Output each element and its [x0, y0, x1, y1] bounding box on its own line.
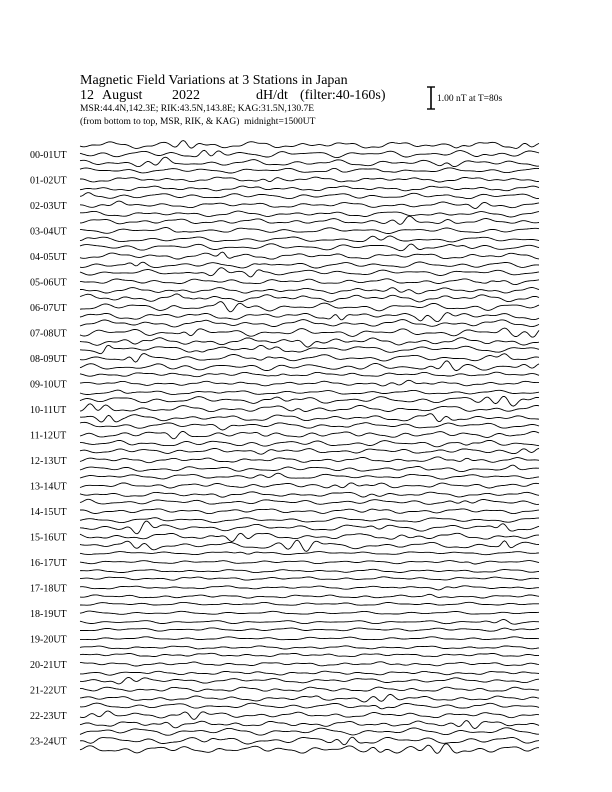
trace-msr: [80, 414, 539, 422]
hour-label: 09-10UT: [30, 379, 67, 391]
trace-rik: [80, 737, 539, 745]
trace-kag: [80, 653, 539, 656]
trace-rik: [80, 302, 539, 312]
midnight-text: midnight=1500UT: [244, 117, 316, 127]
trace-rik: [80, 252, 539, 259]
scale-bar: [427, 87, 435, 109]
hour-label: 23-24UT: [30, 736, 67, 748]
date-year: 2022: [172, 88, 200, 103]
trace-kag: [80, 294, 539, 302]
trace-rik: [80, 457, 539, 463]
filter-label: (filter:40-160s): [300, 88, 386, 103]
hour-label: 08-09UT: [30, 354, 67, 365]
hour-label: 10-11UT: [30, 405, 67, 416]
trace-rik: [80, 533, 539, 541]
hour-label: 06-07UT: [30, 303, 67, 314]
trace-msr: [80, 186, 539, 191]
trace-kag: [80, 703, 539, 709]
hour-label: 19-20UT: [30, 634, 67, 646]
trace-rik: [80, 228, 539, 234]
hour-label: 04-05UT: [30, 252, 67, 263]
hour-label: 20-21UT: [30, 660, 67, 671]
hour-label: 14-15UT: [30, 507, 67, 518]
trace-rik: [80, 509, 539, 514]
hour-label: 15-16UT: [30, 532, 67, 544]
trace-msr: [80, 361, 539, 371]
trace-rik: [80, 662, 539, 666]
hour-label: 11-12UT: [30, 430, 67, 442]
trace-kag: [80, 268, 539, 277]
trace-kag: [80, 193, 539, 199]
hour-label: 03-04UT: [30, 226, 67, 238]
trace-msr: [80, 569, 539, 572]
trace-rik: [80, 354, 539, 363]
trace-kag: [80, 244, 539, 251]
trace-msr: [80, 262, 539, 268]
trace-kag: [80, 422, 539, 430]
trace-rik: [80, 711, 539, 719]
trace-msr: [80, 465, 539, 471]
trace-rik: [80, 404, 539, 412]
hour-label: 01-02UT: [30, 175, 67, 187]
scale-label: 1.00 nT at T=80s: [437, 94, 503, 104]
trace-kag: [80, 448, 539, 454]
trace-rik: [80, 328, 539, 337]
trace-rik: [80, 177, 539, 182]
quantity-label: dH/dt: [256, 88, 288, 103]
trace-kag: [80, 216, 539, 224]
trace-kag: [80, 521, 539, 534]
trace-msr: [80, 744, 539, 754]
trace-msr: [80, 492, 539, 497]
trace-msr: [80, 236, 539, 242]
date-day: 12: [80, 88, 94, 103]
trace-msr: [80, 518, 539, 523]
trace-rik: [80, 380, 539, 386]
hour-label: 12-13UT: [30, 456, 67, 467]
trace-kag: [80, 320, 539, 327]
hour-label: 22-23UT: [30, 711, 67, 722]
trace-rik: [80, 150, 539, 157]
stations-coordinates: MSR:44.4N,142.3E; RIK:43.5N,143.8E; KAG:31.5N,130.7E: [80, 104, 315, 114]
trace-kag: [80, 728, 539, 735]
hour-label: 05-06UT: [30, 277, 67, 289]
order-text: (from bottom to top, MSR, RIK, & KAG): [80, 117, 240, 127]
trace-kag: [80, 628, 539, 631]
trace-rik: [80, 637, 539, 640]
trace-msr: [80, 390, 539, 394]
trace-kag: [80, 168, 539, 173]
trace-msr: [80, 288, 539, 294]
trace-msr: [80, 540, 539, 551]
trace-kag: [80, 141, 539, 149]
trace-msr: [80, 721, 539, 729]
trace-rik: [80, 561, 539, 564]
hour-label: 21-22UT: [30, 685, 67, 697]
trace-msr: [80, 211, 539, 217]
trace-msr: [80, 594, 539, 598]
trace-msr: [80, 313, 539, 322]
trace-rik: [80, 586, 539, 590]
date-month: August: [102, 88, 143, 103]
hour-label: 13-14UT: [30, 481, 67, 493]
trace-rik: [80, 611, 539, 614]
hour-label: 02-03UT: [30, 201, 67, 212]
hour-label: 18-19UT: [30, 609, 67, 620]
trace-rik: [80, 483, 539, 488]
trace-kag: [80, 577, 539, 580]
trace-rik: [80, 201, 539, 208]
trace-rows: [30, 141, 539, 754]
trace-kag: [80, 473, 539, 479]
trace-rik: [80, 432, 539, 439]
trace-rik: [80, 279, 539, 285]
trace-msr: [80, 620, 539, 625]
trace-kag: [80, 372, 539, 377]
trace-kag: [80, 602, 539, 605]
trace-kag: [80, 678, 539, 684]
hour-label: 00-01UT: [30, 150, 67, 161]
trace-kag: [80, 499, 539, 504]
trace-msr: [80, 671, 539, 675]
trace-msr: [80, 694, 539, 702]
hour-label: 17-18UT: [30, 583, 67, 595]
trace-msr: [80, 440, 539, 446]
trace-msr: [80, 338, 539, 347]
hour-label: 16-17UT: [30, 558, 67, 569]
trace-rik: [80, 687, 539, 691]
chart-title: Magnetic Field Variations at 3 Stations in Japan: [80, 73, 348, 88]
trace-msr: [80, 646, 539, 649]
trace-kag: [80, 396, 539, 406]
trace-kag: [80, 552, 539, 555]
trace-msr: [80, 157, 539, 166]
hour-label: 07-08UT: [30, 328, 67, 340]
